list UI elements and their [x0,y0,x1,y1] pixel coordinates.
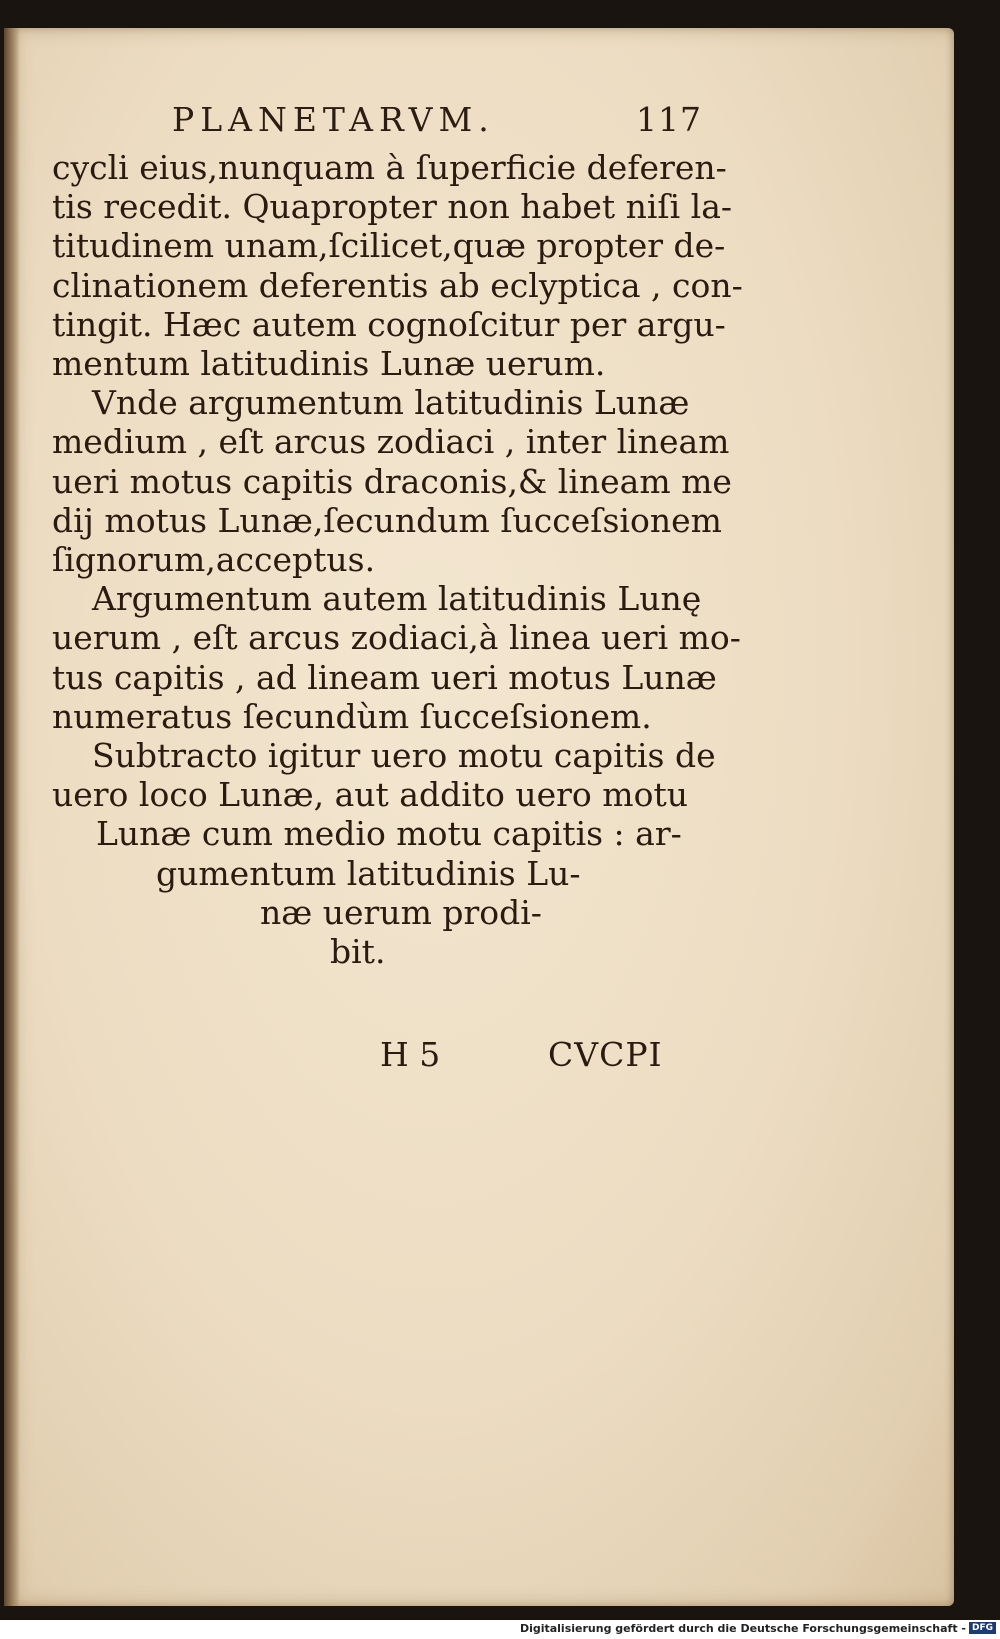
text-line: næ uerum prodi- [260,892,542,932]
text-line: dij motus Lunæ,ſecundum ſucceſsionem [52,500,722,540]
digitization-credit: Digitalisierung gefördert durch die Deutsche Forschungsgemeinschaft - [519,1622,966,1635]
page-gutter-shadow [4,28,20,1606]
text-line: Subtracto igitur uero motu capitis de [92,736,716,776]
body-text [52,148,743,972]
text-line: ſignorum,acceptus. [52,540,376,580]
text-line: mentum latitudinis Lunæ uerum. [52,344,606,384]
text-line: gumentum latitudinis Lu- [156,853,581,893]
text-line: Vnde argumentum latitudinis Lunæ [92,383,690,423]
text-line: cycli eius,nunquam à ſuperficie deferen- [52,148,727,187]
page-number: 117 [636,100,702,139]
text-line: uerum , eſt arcus zodiaci,à linea ueri mo- [52,618,741,658]
running-head-title: PLANETARVM. [172,100,495,139]
text-line: ueri motus capitis draconis,& lineam me [52,461,732,501]
signature-line [380,1035,720,1075]
text-line: medium , eſt arcus zodiaci , inter lineam [52,422,730,462]
catchword: CVCPI [548,1035,663,1074]
text-line: tis recedit. Quapropter non habet niſi la- [52,187,733,227]
text-line: tingit. Hæc autem cognoſcitur per argu- [52,304,726,344]
signature-mark: H 5 [380,1035,441,1074]
text-line: titudinem unam,ſcilicet,quæ propter de- [52,226,726,266]
running-head [172,80,712,140]
text-line: Lunæ cum medio motu capitis : ar- [96,814,682,854]
text-line: Argumentum autem latitudinis Lunę [92,579,702,619]
text-line: uero loco Lunæ, aut addito uero motu [52,775,688,815]
text-line: clinationem deferentis ab eclyptica , con- [52,265,743,305]
text-line: tus capitis , ad lineam ueri motus Lunæ [52,657,717,697]
text-line: numeratus ſecundùm ſucceſsionem. [52,696,652,736]
text-line: bit. [330,932,386,972]
dfg-logo: DFG [969,1622,996,1634]
